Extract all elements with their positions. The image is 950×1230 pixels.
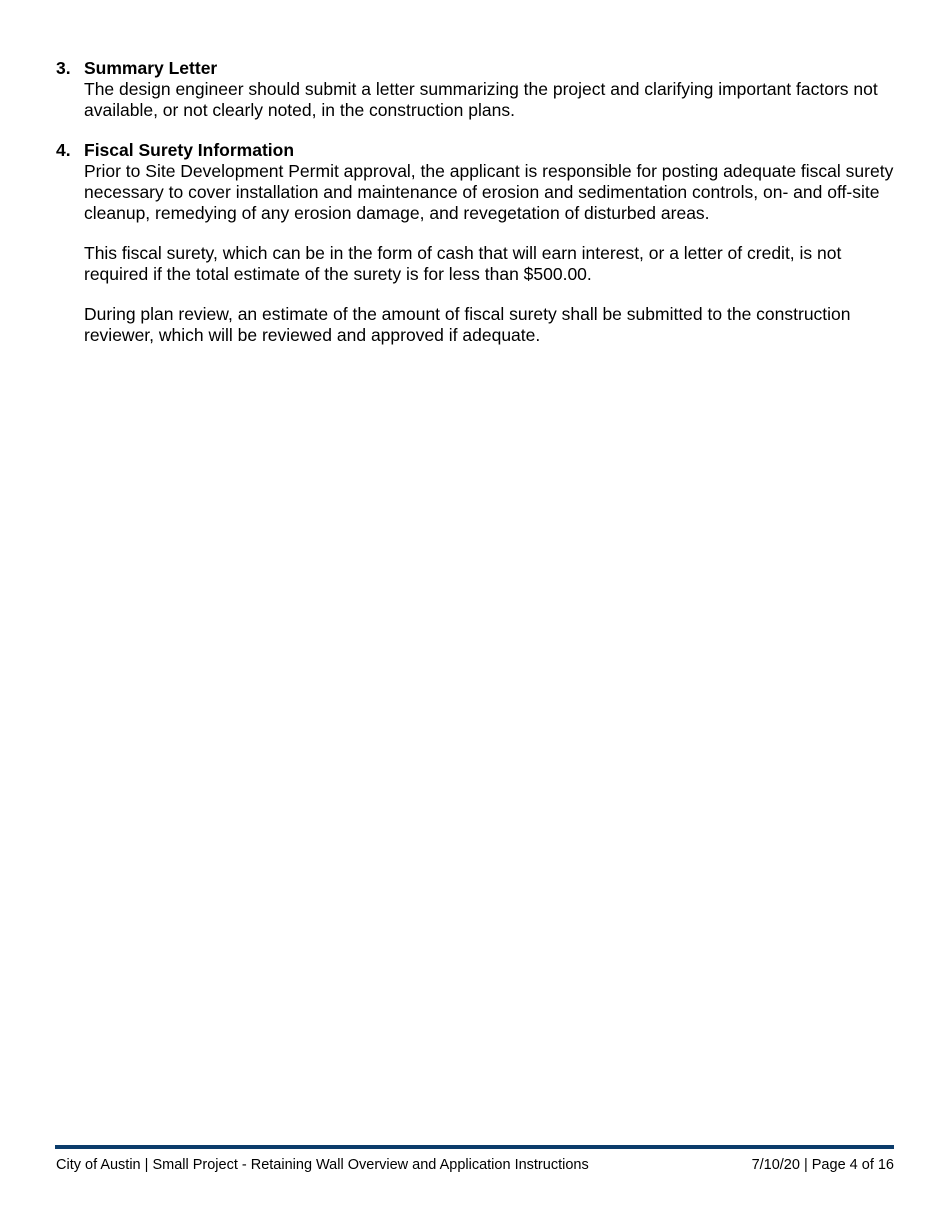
paragraph: The design engineer should submit a letter summarizing the project and clarifying important factors not available, or not clearly noted, in the construction plans. — [84, 79, 878, 120]
section-summary-letter — [56, 58, 898, 121]
footer-divider — [55, 1145, 894, 1149]
section-number: 3. — [56, 58, 71, 78]
paragraph: During plan review, an estimate of the amount of fiscal surety shall be submitted to the construction reviewer, which will be reviewed and approved if adequate. — [84, 304, 851, 345]
section-heading — [56, 140, 898, 161]
section-number: 4. — [56, 140, 71, 160]
section-body — [84, 161, 898, 346]
section-title: Summary Letter — [84, 58, 218, 78]
section-title: Fiscal Surety Information — [84, 140, 295, 160]
section-fiscal-surety — [56, 140, 898, 346]
section-body — [84, 79, 898, 121]
paragraph: Prior to Site Development Permit approval, the applicant is responsible for posting adequate fiscal surety necessary to cover installation and maintenance of erosion and sedimentation controls, on- and off-site cleanup, remedying of any erosion damage, and revegetation of disturbed areas. — [84, 161, 894, 223]
paragraph: This fiscal surety, which can be in the form of cash that will earn interest, or a letter of credit, is not required if the total estimate of the surety is for less than $500.00. — [84, 243, 842, 284]
section-heading — [56, 58, 898, 79]
footer-document-title: City of Austin | Small Project - Retaining Wall Overview and Application Instructions — [56, 1157, 589, 1173]
footer-page-info: 7/10/20 | Page 4 of 16 — [751, 1157, 894, 1173]
